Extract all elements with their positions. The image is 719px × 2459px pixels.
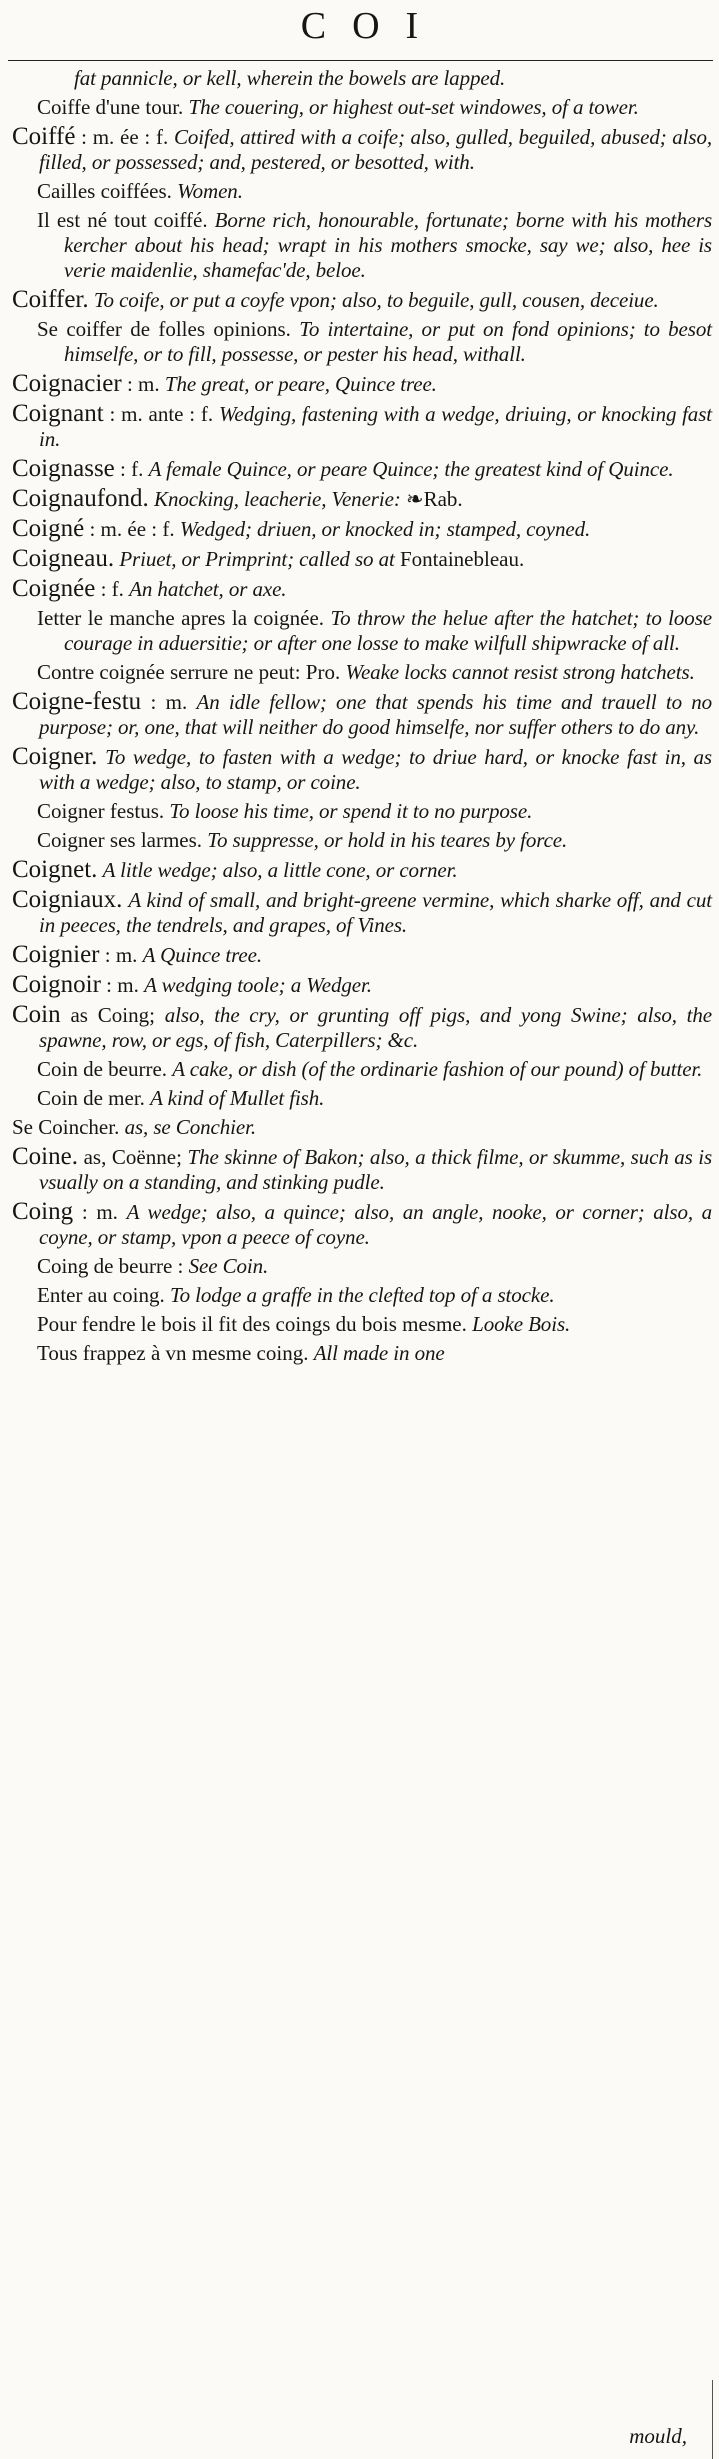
french-text: : m. xyxy=(150,690,188,714)
entry-headword xyxy=(12,371,712,397)
english-gloss: To wedge, to fasten with a wedge; to driue hard, or knocke fast in, as with a wedge; also, to stamp, or coine. xyxy=(39,745,712,794)
entry-headword xyxy=(12,972,712,998)
dictionary-entries xyxy=(12,66,712,1370)
headword: Coing xyxy=(12,1198,74,1225)
english-gloss: To coife, or put a coyfe vpon; also, to beguile, gull, cousen, deceiue. xyxy=(93,288,659,312)
english-gloss: To suppresse, or hold in his teares by force. xyxy=(207,828,568,852)
page-header xyxy=(0,0,719,62)
entry-line xyxy=(12,66,712,91)
english-gloss: A wedge; also, a quince; also, an angle, nooke, or corner; also, a coyne, or stamp, vpon a peece of coyne. xyxy=(39,1200,713,1249)
entry-headword xyxy=(12,1144,712,1195)
entry-headword xyxy=(12,124,712,175)
french-text: Contre coignée serrure ne peut: Pro. xyxy=(37,660,341,684)
french-text: Cailles coiffées. xyxy=(37,179,172,203)
english-gloss: A cake, or dish (of the ordinarie fashion of our pound) of butter. xyxy=(172,1057,703,1081)
english-gloss: A kind of Mullet fish. xyxy=(150,1086,325,1110)
english-gloss: An idle fellow; one that spends his time and trauell to no purpose; or, one, that will neither do good himselfe, nor suffer others to do any. xyxy=(39,690,713,739)
entry-headword xyxy=(12,887,712,938)
french-text: Coigner festus. xyxy=(37,799,165,823)
english-gloss: Looke Bois. xyxy=(472,1312,571,1336)
headword: Coigneau. xyxy=(12,545,115,572)
english-gloss: A female Quince, or peare Quince; the greatest kind of Quince. xyxy=(148,457,674,481)
french-text: : m. xyxy=(104,943,138,967)
french-text: Se coiffer de folles opinions. xyxy=(37,317,291,341)
french-text: Enter au coing. xyxy=(37,1283,165,1307)
entry-headword xyxy=(12,456,712,482)
french-text: Ietter le manche apres la coignée. xyxy=(37,606,325,630)
entry-line xyxy=(12,1115,712,1140)
headword: Coignasse xyxy=(12,455,115,482)
catchword: mould, xyxy=(629,2424,687,2448)
french-text: as Coing; xyxy=(70,1003,155,1027)
entry-subentry xyxy=(12,95,712,120)
entry-subentry xyxy=(12,606,712,656)
entry-headword xyxy=(12,486,712,512)
english-gloss: See Coin. xyxy=(188,1254,269,1278)
entry-headword xyxy=(12,576,712,602)
entry-subentry xyxy=(12,1283,712,1308)
entry-headword xyxy=(12,689,712,740)
headword: Coignacier xyxy=(12,370,122,397)
english-gloss: also, the cry, or grunting off pigs, and yong Swine; also, the spawne, row, or egs, of fish, Caterpillers; &c. xyxy=(39,1003,713,1052)
english-gloss: To lodge a graffe in the clefted top of a stocke. xyxy=(169,1283,555,1307)
headword: Coignaufond. xyxy=(12,485,149,512)
english-gloss: Weake locks cannot resist strong hatchets. xyxy=(345,660,695,684)
english-gloss: Coifed, attired with a coife; also, gulled, beguiled, abused; also, filled, or possessed; and, pestered, or besotted, with. xyxy=(39,125,713,174)
entry-headword xyxy=(12,516,712,542)
english-gloss: To loose his time, or spend it to no purpose. xyxy=(169,799,533,823)
headword: Coiffer. xyxy=(12,286,89,313)
english-gloss: A Quince tree. xyxy=(142,943,262,967)
english-gloss: The couering, or highest out-set windowes, of a tower. xyxy=(188,95,639,119)
french-text: : f. xyxy=(100,577,124,601)
english-gloss: The great, or peare, Quince tree. xyxy=(164,372,437,396)
headword: Coignier xyxy=(12,941,100,968)
headword: Coine. xyxy=(12,1143,78,1170)
headword: Coigner. xyxy=(12,743,98,770)
entry-subentry xyxy=(12,1057,712,1082)
french-text: Coin de beurre. xyxy=(37,1057,168,1081)
entry-headword xyxy=(12,1199,712,1250)
headword: Coignant xyxy=(12,400,104,427)
french-text: : m. ée : f. xyxy=(81,125,169,149)
entry-subentry xyxy=(12,1086,712,1111)
english-gloss: A wedging toole; a Wedger. xyxy=(144,973,372,997)
entry-headword xyxy=(12,546,712,572)
english-gloss: A kind of small, and bright-greene vermine, which sharke off, and cut in peeces, the tendrels, and grapes, of Vines. xyxy=(39,888,713,937)
french-text: Coing de beurre : xyxy=(37,1254,184,1278)
entry-headword xyxy=(12,857,712,883)
french-text: Pour fendre le bois il fit des coings du bois mesme. xyxy=(37,1312,467,1336)
headword: Coignet. xyxy=(12,856,98,883)
header-rule xyxy=(8,60,713,61)
french-text: Coigner ses larmes. xyxy=(37,828,203,852)
headword: Coigniaux. xyxy=(12,886,123,913)
entry-headword xyxy=(12,744,712,795)
running-head: COI xyxy=(300,5,445,47)
entry-tail: Fontainebleau. xyxy=(400,547,525,571)
headword: Coin xyxy=(12,1001,61,1028)
french-text: : m. ante : f. xyxy=(109,402,214,426)
entry-headword xyxy=(12,287,712,313)
entry-subentry xyxy=(12,828,712,853)
english-gloss: To intertaine, or put on fond opinions; to besot himselfe, or to fill, possesse, or pester his head, withall. xyxy=(64,317,712,366)
french-text: : m. xyxy=(106,973,139,997)
entry-subentry xyxy=(12,208,712,283)
headword: Coignée xyxy=(12,575,96,602)
french-text: as, Coënne; xyxy=(83,1145,182,1169)
english-gloss: fat pannicle, or kell, wherein the bowels are lapped. xyxy=(74,66,506,90)
french-text: Se Coincher. xyxy=(12,1115,120,1139)
entry-subentry xyxy=(12,660,712,685)
entry-headword xyxy=(12,1002,712,1053)
english-gloss: All made in one xyxy=(313,1341,445,1365)
entry-headword xyxy=(12,401,712,452)
english-gloss: Priuet, or Primprint; called so at xyxy=(119,547,395,571)
english-gloss: Knocking, leacherie, Venerie: xyxy=(154,487,401,511)
entry-subentry xyxy=(12,179,712,204)
english-gloss: Women. xyxy=(177,179,243,203)
english-gloss: A litle wedge; also, a little cone, or corner. xyxy=(102,858,458,882)
headword: Coiffé xyxy=(12,123,76,150)
entry-tail: ❧Rab. xyxy=(405,487,463,511)
entry-subentry xyxy=(12,317,712,367)
entry-headword xyxy=(12,942,712,968)
english-gloss: Wedging, fastening with a wedge, driuing, or knocking fast in. xyxy=(39,402,713,451)
english-gloss: An hatchet, or axe. xyxy=(129,577,287,601)
english-gloss: Wedged; driuen, or knocked in; stamped, coyned. xyxy=(179,517,591,541)
entry-subentry xyxy=(12,799,712,824)
french-text: : f. xyxy=(120,457,144,481)
english-gloss: To throw the helue after the hatchet; to loose courage in aduersitie; or after one losse to make wilfull shipwracke of all. xyxy=(64,606,713,655)
french-text: Coiffe d'une tour. xyxy=(37,95,184,119)
french-text: Coin de mer. xyxy=(37,1086,145,1110)
entry-subentry xyxy=(12,1312,712,1337)
english-gloss: The skinne of Bakon; also, a thick filme, or skumme, such as is vsually on a standing, and stinking pudle. xyxy=(39,1145,713,1194)
entry-subentry xyxy=(12,1254,712,1279)
french-text: : m. xyxy=(81,1200,118,1224)
headword: Coignoir xyxy=(12,971,101,998)
french-text: : m. ée : f. xyxy=(89,517,175,541)
french-text: Il est né tout coiffé. xyxy=(37,208,208,232)
headword: Coigné xyxy=(12,515,85,542)
english-gloss: as, se Conchier. xyxy=(124,1115,256,1139)
entry-subentry xyxy=(12,1341,712,1366)
french-text: : m. xyxy=(126,372,160,396)
page-edge-line xyxy=(712,2380,713,2459)
french-text: Tous frappez à vn mesme coing. xyxy=(37,1341,309,1365)
english-gloss: Borne rich, honourable, fortunate; borne with his mothers kercher about his head; wrapt in his mothers smocke, say we; also, hee is verie maidenlie, shamefac'de, beloe. xyxy=(64,208,713,282)
headword: Coigne-festu xyxy=(12,688,142,715)
